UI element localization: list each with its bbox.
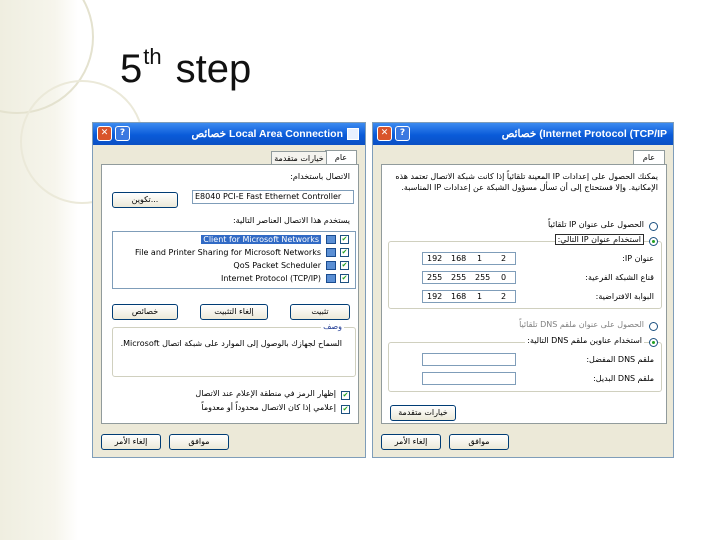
title-bar[interactable]	[373, 123, 673, 145]
network-client-icon	[326, 235, 336, 244]
ip-address-label: عنوان IP:	[622, 254, 654, 263]
close-icon[interactable]: ✕	[97, 126, 112, 141]
protocol-icon	[326, 274, 336, 283]
close-icon[interactable]: ✕	[377, 126, 392, 141]
ok-button[interactable]: موافق	[449, 434, 509, 450]
show-icon-label: إظهار الرمز في منطقة الإعلام عند الاتصال	[195, 389, 336, 398]
adapter-name: E8040 PCI-E Fast Ethernet Controller	[195, 192, 342, 201]
local-area-connection-properties-window	[92, 122, 366, 458]
general-tab-pane	[101, 164, 359, 424]
ip-octet: 255	[475, 273, 491, 282]
title-number: 5	[120, 47, 143, 91]
ip-octet: 192	[427, 292, 443, 301]
qos-scheduler-icon	[326, 261, 336, 270]
tab-general[interactable]: عام	[633, 150, 665, 165]
list-item-label: File and Printer Sharing for Microsoft Networks	[135, 248, 321, 257]
properties-button[interactable]: خصائص	[112, 304, 178, 320]
ip-octet: 255	[427, 273, 443, 282]
tab-general[interactable]: عام	[325, 150, 357, 165]
title-suffix: th	[143, 44, 162, 69]
subnet-mask-field[interactable]	[422, 271, 516, 284]
ip-octet: 168	[451, 254, 467, 263]
cancel-button[interactable]: إلغاء الأمر	[101, 434, 161, 450]
auto-dns-label: الحصول على عنوان ملقم DNS تلقائياً	[519, 320, 644, 329]
ip-octet: 1	[477, 254, 483, 263]
notify-label: إعلامي إذا كان الاتصال محدوداً أو معدوماً	[201, 403, 336, 412]
description-group	[112, 327, 356, 377]
components-list[interactable]	[112, 231, 356, 289]
ip-octet: 0	[501, 273, 507, 282]
ip-octet: 168	[451, 292, 467, 301]
default-gateway-label: البوابة الافتراضية:	[595, 292, 654, 301]
ip-address-field[interactable]	[422, 252, 516, 265]
description-text: السماح لجهازك بالوصول إلى الموارد على شبكة اتصال Microsoft.	[120, 339, 342, 348]
preferred-dns-label: ملقم DNS المفضل:	[586, 355, 654, 364]
list-item-label: Client for Microsoft Networks	[203, 235, 319, 244]
subnet-mask-label: قناع الشبكة الفرعية:	[585, 273, 654, 282]
manual-ip-radio[interactable]	[649, 237, 658, 246]
uninstall-button[interactable]: إلغاء التثبيت	[200, 304, 268, 320]
advanced-button[interactable]: خيارات متقدمة	[390, 405, 456, 421]
manual-ip-label: استخدام عنوان IP التالي:	[555, 234, 644, 245]
tab-advanced[interactable]: خيارات متقدمة	[271, 151, 327, 165]
list-item[interactable]	[117, 273, 351, 285]
ok-button[interactable]: موافق	[169, 434, 229, 450]
tcp-ip-properties-window	[372, 122, 674, 458]
ip-octet: 2	[501, 254, 507, 263]
title-word: step	[175, 47, 252, 91]
ip-octet: 192	[427, 254, 443, 263]
network-connection-icon	[347, 128, 359, 140]
checkbox[interactable]: ✔	[341, 274, 348, 282]
auto-ip-label: الحصول على عنوان IP تلقائياً	[547, 220, 644, 229]
checkbox[interactable]: ✔	[341, 261, 348, 269]
description-label: وصف	[323, 322, 342, 331]
general-tab-pane	[381, 164, 667, 424]
ip-octet: 255	[451, 273, 467, 282]
help-icon[interactable]: ?	[395, 126, 410, 141]
list-item[interactable]	[117, 260, 351, 272]
checkbox[interactable]: ✔	[341, 248, 348, 256]
auto-dns-radio[interactable]	[649, 322, 658, 331]
list-item[interactable]	[117, 247, 351, 259]
items-label: يستخدم هذا الاتصال العناصر التالية:	[232, 216, 350, 225]
preferred-dns-field[interactable]	[422, 353, 516, 366]
install-button[interactable]: تثبيت	[290, 304, 350, 320]
printer-sharing-icon	[326, 248, 336, 257]
manual-dns-radio[interactable]	[649, 338, 658, 347]
notify-checkbox[interactable]: ✔	[342, 405, 349, 413]
title-bar[interactable]	[93, 123, 365, 145]
alternate-dns-field[interactable]	[422, 372, 516, 385]
help-icon[interactable]: ?	[115, 126, 130, 141]
list-item[interactable]	[117, 234, 351, 246]
slide-title	[120, 44, 251, 92]
alternate-dns-label: ملقم DNS البديل:	[593, 374, 654, 383]
adapter-field	[192, 190, 354, 204]
intro-text: يمكنك الحصول على إعدادات IP المعينة تلقائياً إذا كانت شبكة الاتصال تعتمد هذه الإمكانية. وإلا فستحتاج إلى أن تسأل مسؤول الشبكة عن إعدادات IP المناسبة.	[395, 172, 658, 192]
configure-button[interactable]: تكوين...	[112, 192, 178, 208]
connect-using-label: الاتصال باستخدام:	[290, 172, 350, 181]
list-item-label: QoS Packet Scheduler	[233, 261, 321, 270]
ip-octet: 2	[501, 292, 507, 301]
auto-ip-radio[interactable]	[649, 222, 658, 231]
window-title: خصائص Local Area Connection	[191, 128, 343, 140]
ip-octet: 1	[477, 292, 483, 301]
cancel-button[interactable]: إلغاء الأمر	[381, 434, 441, 450]
window-title: خصائص (Internet Protocol (TCP/IP	[501, 128, 667, 140]
show-icon-checkbox[interactable]: ✔	[342, 391, 349, 399]
checkbox[interactable]: ✔	[341, 235, 348, 243]
manual-dns-label: استخدام عناوين ملقم DNS التالية:	[527, 336, 642, 345]
list-item-label: Internet Protocol (TCP/IP)	[220, 274, 321, 283]
default-gateway-field[interactable]	[422, 290, 516, 303]
